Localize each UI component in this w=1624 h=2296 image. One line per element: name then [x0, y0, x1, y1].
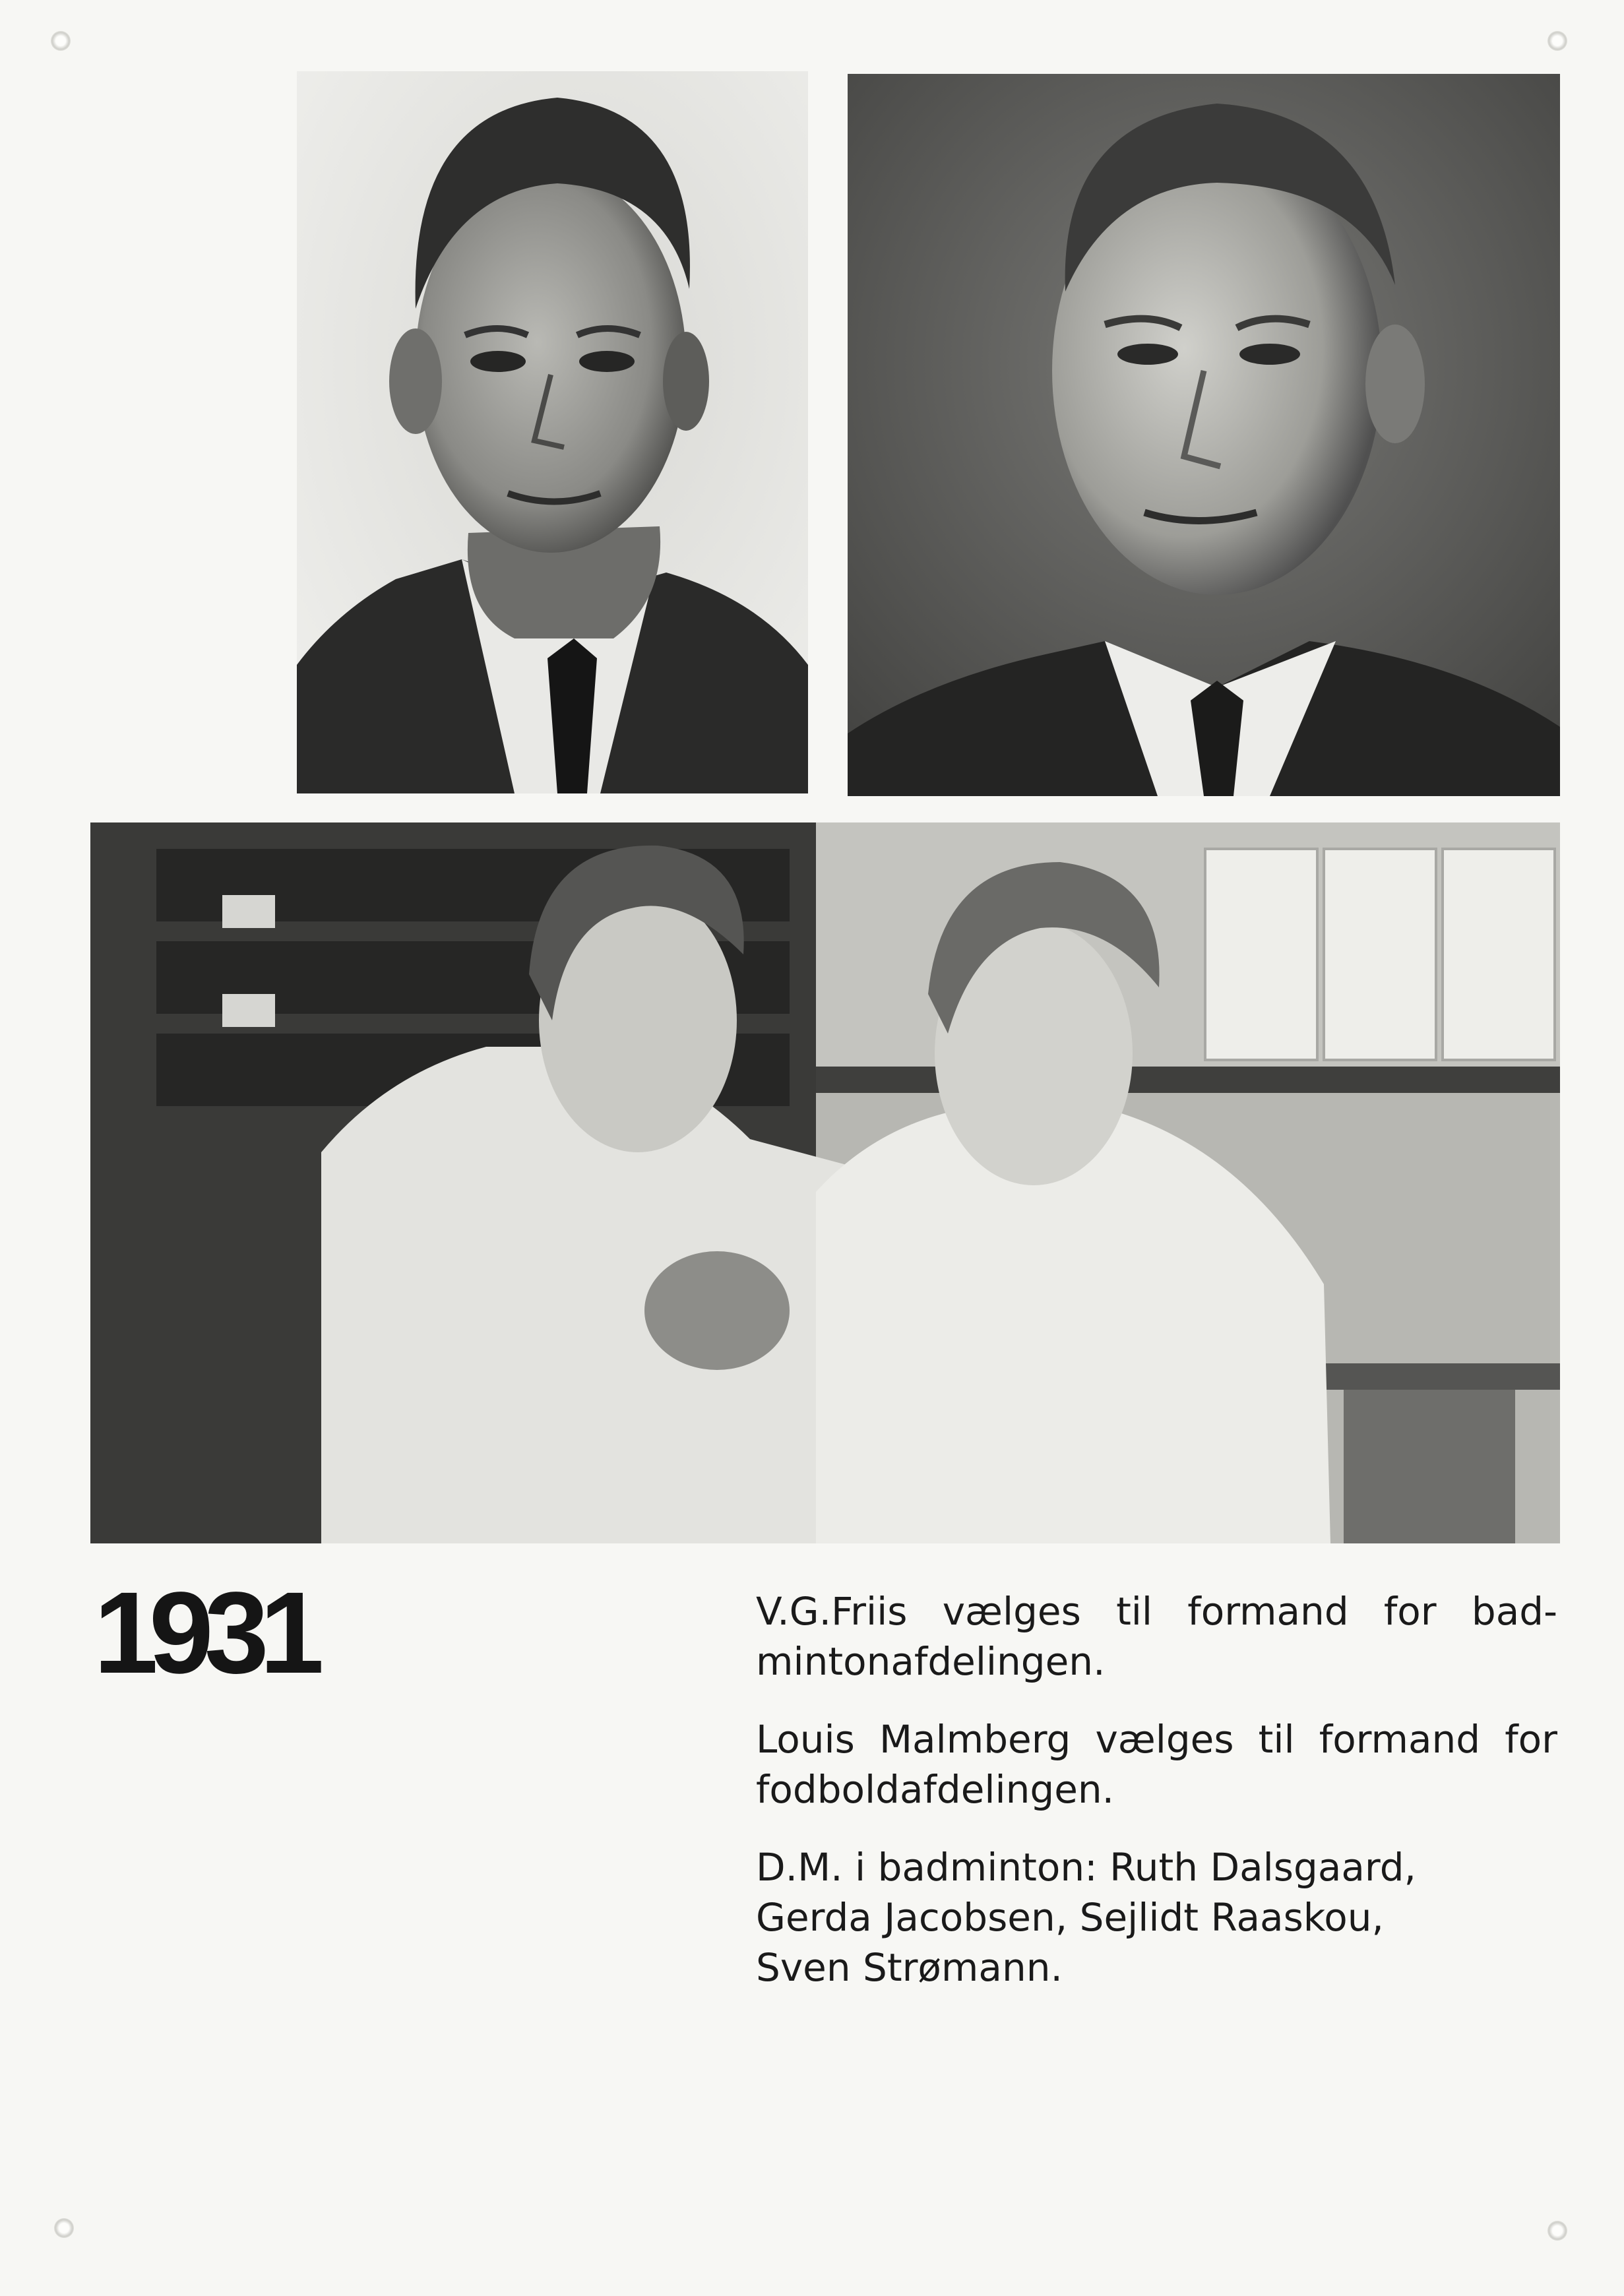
paragraph-line: D.M. i badminton: Ruth Dalsgaard, — [756, 1845, 1416, 1890]
paragraph-line: V.G.Friis vælges til formand for bad- — [756, 1589, 1557, 1634]
punch-hole-top-right — [1547, 31, 1567, 51]
paragraph-line: fodboldafdelingen. — [756, 1767, 1115, 1812]
paragraph-line: Louis Malmberg vælges til formand for — [756, 1717, 1557, 1762]
paragraph-line: mintonafdelingen. — [756, 1639, 1106, 1684]
punch-hole-bottom-left — [54, 2218, 74, 2238]
punch-hole-bottom-right — [1547, 2221, 1567, 2241]
caption-text — [756, 1586, 1557, 2020]
punch-hole-top-left — [51, 31, 71, 51]
portrait-photo-right — [848, 74, 1560, 796]
paragraph-badminton-chairman — [756, 1586, 1557, 1687]
paragraph-badminton-champions — [756, 1842, 1557, 1993]
year-heading: 1931 — [94, 1568, 315, 1698]
photo-two-women — [90, 822, 1560, 1543]
paragraph-football-chairman — [756, 1714, 1557, 1815]
portrait-photo-left — [297, 71, 808, 793]
paragraph-line: Sven Strømann. — [756, 1945, 1063, 1990]
paragraph-line: Gerda Jacobsen, Sejlidt Raaskou, — [756, 1895, 1384, 1940]
